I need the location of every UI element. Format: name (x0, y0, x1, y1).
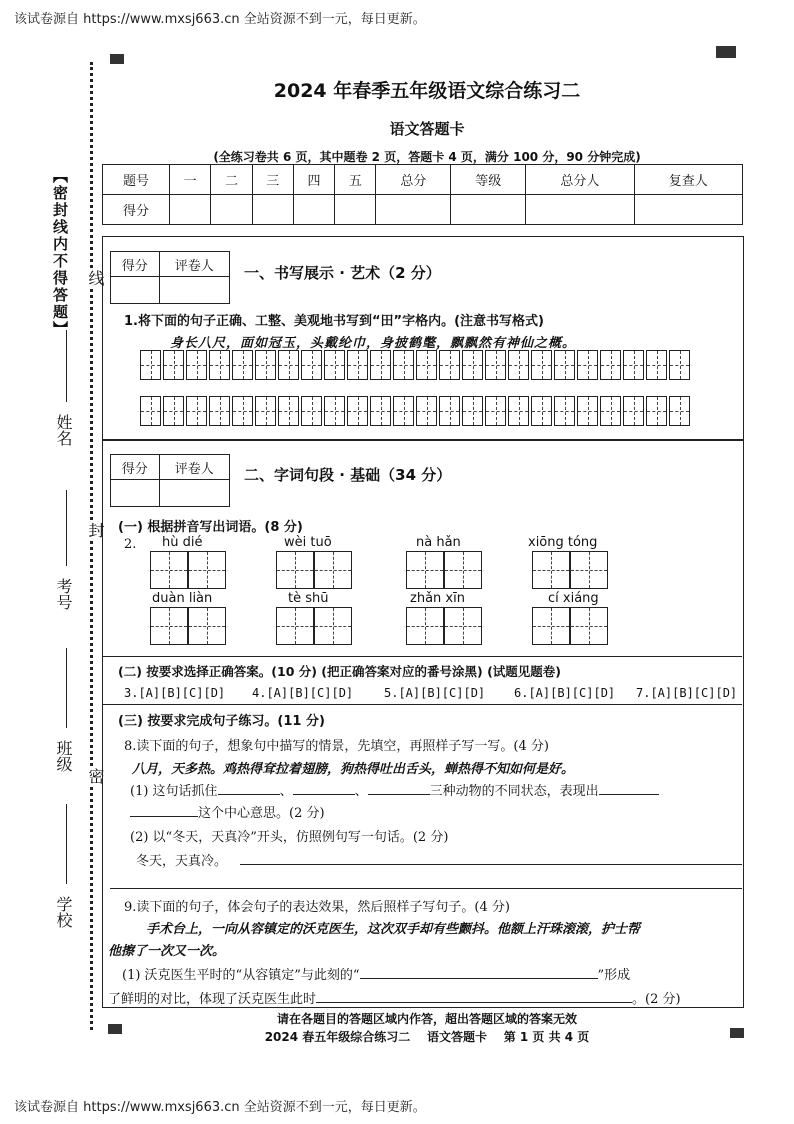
section1-title: 一、书写展示 · 艺术（2 分） (244, 264, 441, 282)
q8-1-prefix: (1) 这句话抓住 (130, 784, 218, 799)
choice-3[interactable]: 3.[A][B][C][D] (124, 686, 226, 700)
tian-grid-row-2[interactable] (140, 396, 690, 426)
q8-2-answer-line[interactable] (110, 888, 742, 889)
q8-1-line2 (130, 802, 325, 821)
score-cell[interactable] (376, 195, 451, 225)
score-cell[interactable] (211, 195, 252, 225)
grader-score-cell[interactable] (111, 480, 160, 507)
watermark-bottom: 该试卷源自 https://www.mxsj663.cn 全站资源不到一元，每日更新。 (14, 1100, 426, 1115)
divider (102, 704, 742, 705)
q8-blank-4[interactable] (599, 794, 659, 795)
footer-page: 2024 春五年级综合练习二 语文答题卡 第 1 页 共 4 页 (264, 1030, 590, 1044)
q9-blank-1[interactable] (360, 978, 598, 979)
grader-name-cell[interactable] (159, 480, 229, 507)
school-label: 学校 (54, 896, 73, 928)
score-cell[interactable] (293, 195, 334, 225)
q8-2-text: (2) 以“冬天，天真冷”开头，仿照例句写一句话。(2 分) (130, 830, 449, 845)
pinyin-answer-cells[interactable] (150, 607, 226, 645)
grader-score-label: 得分 (111, 252, 160, 277)
choice-6[interactable]: 6.[A][B][C][D] (514, 686, 616, 700)
xian-label: 线 (86, 270, 105, 286)
q9-1-mid: ”形成 (597, 968, 631, 983)
score-cell[interactable] (252, 195, 293, 225)
pinyin-label: hù dié (162, 535, 203, 550)
pinyin-label: xiōng tóng (528, 535, 598, 550)
pinyin-label: nà hǎn (416, 535, 461, 550)
q9-blank-2[interactable] (316, 1002, 632, 1003)
q8-1-text (130, 780, 659, 799)
score-cell[interactable] (526, 195, 634, 225)
seal-dotted-line (90, 62, 93, 1030)
score-header: 总分人 (526, 165, 634, 195)
pinyin-answer-cells[interactable] (406, 551, 482, 589)
q9-sentence: 手术台上，一向从容镇定的沃克医生，这次双手却有些颤抖。他额上汗珠滚滚，护士帮 (146, 922, 641, 937)
registration-mark (110, 54, 124, 64)
choice-7[interactable]: 7.[A][B][C][D] (636, 686, 738, 700)
feng-label: 封 (86, 522, 105, 538)
q9-1-suffix: 了鲜明的对比，体现了沃克医生此时 (108, 992, 317, 1007)
divider (102, 656, 742, 657)
exam-note: (全练习卷共 6 页，其中题卷 2 页，答题卡 4 页，满分 100 分，90 分钟完成) (213, 150, 641, 164)
q9-sentence: 他擦了一次又一次。 (108, 944, 226, 959)
mi-label: 密 (86, 768, 105, 784)
pinyin-answer-cells[interactable] (150, 551, 226, 589)
q1-sentence: 身长八尺，面如冠玉，头戴纶巾，身披鹤氅，飘飘然有神仙之概。 (170, 336, 577, 351)
score-cell[interactable] (170, 195, 211, 225)
pinyin-label: wèi tuō (284, 535, 332, 550)
q8-2-start: 冬天，天真冷。 (136, 854, 228, 869)
q8-blank-1[interactable] (218, 794, 280, 795)
school-blank[interactable] (66, 804, 67, 884)
name-label: 姓名 (54, 414, 73, 446)
q9-1-line2 (108, 988, 681, 1007)
q9-text: 9.读下面的句子，体会句子的表达效果，然后照样子写句子。(4 分) (124, 900, 510, 915)
section2-title: 二、字词句段 · 基础（34 分） (244, 466, 452, 484)
pinyin-label: zhǎn xīn (410, 591, 465, 606)
choice-5[interactable]: 5.[A][B][C][D] (384, 686, 486, 700)
page-subtitle: 语文答题卡 (389, 120, 465, 138)
pinyin-answer-cells[interactable] (276, 551, 352, 589)
page-title: 2024 年春季五年级语文综合练习二 (273, 80, 581, 102)
score-header: 二 (211, 165, 252, 195)
q2-label: 2. (124, 537, 137, 552)
watermark-top: 该试卷源自 https://www.mxsj663.cn 全站资源不到一元，每日更新。 (14, 12, 426, 27)
q8-1-sep: 、 (279, 784, 293, 799)
footer-note: 请在各题目的答题区域内作答，超出答题区域的答案无效 (276, 1012, 577, 1026)
grader-score-label: 得分 (111, 455, 160, 480)
score-header: 四 (293, 165, 334, 195)
q8-text: 8.读下面的句子，想象句中描写的情景，先填空，再照样子写一写。(4 分) (124, 739, 549, 754)
grader-name-label: 评卷人 (159, 455, 229, 480)
q8-blank-3[interactable] (368, 794, 430, 795)
pinyin-answer-cells[interactable] (532, 551, 608, 589)
section1-grader-box (110, 251, 230, 304)
q8-1-suffix: 这个中心意思。(2 分) (198, 806, 325, 821)
exam-no-label: 考号 (54, 578, 73, 610)
score-cell[interactable] (634, 195, 742, 225)
grader-name-cell[interactable] (159, 277, 229, 304)
tian-grid-row-1[interactable] (140, 350, 690, 380)
score-header: 题号 (103, 165, 170, 195)
pinyin-answer-cells[interactable] (276, 607, 352, 645)
q8-blank-2[interactable] (293, 794, 355, 795)
score-cell[interactable] (451, 195, 526, 225)
q8-1-sep: 、 (354, 784, 368, 799)
score-header: 五 (335, 165, 376, 195)
name-blank[interactable] (66, 330, 67, 402)
part1-title: (一) 根据拼音写出词语。(8 分) (118, 520, 303, 535)
q8-blank-5[interactable] (130, 816, 198, 817)
section2-grader-box (110, 454, 230, 507)
score-header: 等级 (451, 165, 526, 195)
q1-text: 1.将下面的句子正确、工整、美观地书写到“田”字格内。(注意书写格式) (124, 314, 544, 329)
part3-title: (三) 按要求完成句子练习。(11 分) (118, 714, 325, 729)
score-header: 复查人 (634, 165, 742, 195)
pinyin-answer-cells[interactable] (532, 607, 608, 645)
pinyin-label: tè shū (288, 591, 329, 606)
q8-2-answer-line[interactable] (240, 864, 742, 865)
grader-score-cell[interactable] (111, 277, 160, 304)
seal-notice: 【密封线内不得答题】 (51, 168, 69, 338)
grader-name-label: 评卷人 (159, 252, 229, 277)
pinyin-answer-cells[interactable] (406, 607, 482, 645)
class-label: 班级 (54, 740, 73, 772)
q9-1-text (122, 964, 630, 983)
part2-title: (二) 按要求选择正确答案。(10 分) (把正确答案对应的番号涂黑) (试题见题卷) (118, 664, 562, 679)
q8-sentence: 八月，天多热。鸡热得耷拉着翅膀，狗热得吐出舌头，蝉热得不知如何是好。 (132, 762, 575, 777)
q9-1-points: 。(2 分) (632, 992, 681, 1007)
exam-no-blank[interactable] (66, 490, 67, 566)
choice-4[interactable]: 4.[A][B][C][D] (252, 686, 354, 700)
score-header: 总分 (376, 165, 451, 195)
score-cell[interactable] (335, 195, 376, 225)
class-blank[interactable] (66, 648, 67, 728)
score-table (102, 164, 743, 225)
q8-1-mid: 三种动物的不同状态，表现出 (429, 784, 599, 799)
q9-1-prefix: (1) 沃克医生平时的“从容镇定”与此刻的“ (122, 968, 360, 983)
score-header: 三 (252, 165, 293, 195)
pinyin-label: cí xiáng (548, 591, 599, 606)
score-row-label: 得分 (103, 195, 170, 225)
pinyin-label: duàn liàn (152, 591, 213, 606)
score-header: 一 (170, 165, 211, 195)
registration-mark (716, 46, 736, 58)
